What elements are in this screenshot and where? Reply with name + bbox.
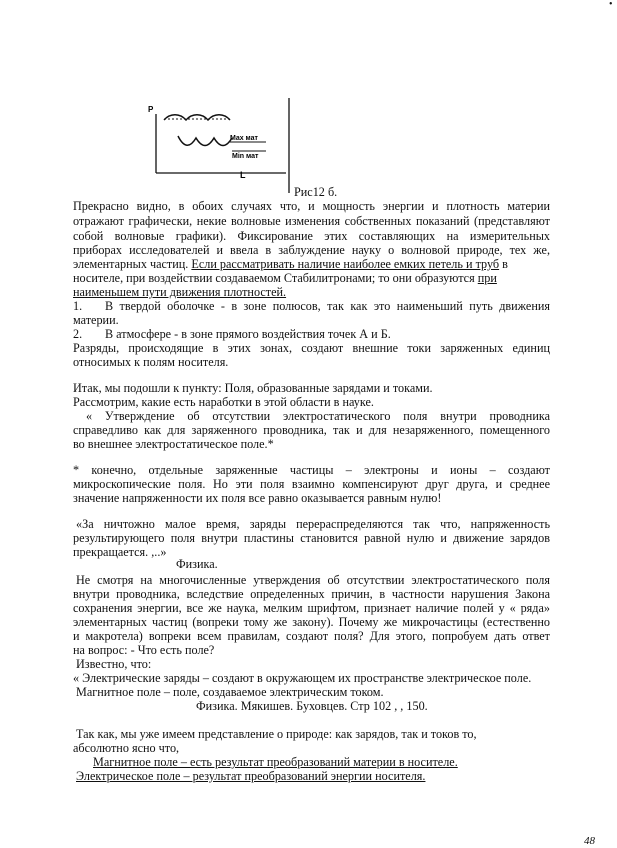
quote-line: прекращается. ,..» xyxy=(73,545,167,559)
quote-line: « Электрические заряды – создают в окружающем их пространстве электрическое поле. xyxy=(73,671,532,685)
list-number: 1. xyxy=(73,299,83,313)
text-line: отражают графически, некие волновые изменения собственных показаний (представляют xyxy=(73,214,550,228)
text-line: на вопрос: - Что есть поле? xyxy=(73,643,215,657)
text-line: собой волновые графики). Фиксирование этих составляющих на измерительных xyxy=(73,229,550,243)
quote-source: Физика. Мякишев. Буховцев. Стр 102 , , 150. xyxy=(196,699,428,713)
text-span: носителе, при воздействии создаваемом Стабилитронами; то они образуются xyxy=(73,271,478,285)
text-line: Итак, мы подошли к пункту: Поля, образованные зарядами и токами. xyxy=(73,381,433,395)
footnote-line: микроскопические поля. Но эти поля взаимно компенсируют друг друга, и среднее xyxy=(73,477,550,491)
text-line xyxy=(73,257,550,271)
quote-line: Магнитное поле – поле, создаваемое электрическим током. xyxy=(76,685,384,699)
wave-figure xyxy=(148,98,298,193)
text-line: сохранения энергии, все же наука, мелким шрифтом, признает наличие полей у « ряда» xyxy=(73,601,550,615)
text-line: и макротела) вопреки всем правилам, создают поля? Для этого, попробуем дать ответ xyxy=(73,629,550,643)
quote-line: во внешнее электростатическое поле.* xyxy=(73,437,274,451)
text-line xyxy=(73,271,550,285)
quote-line: « Утверждение об отсутствии электростатического поля внутри проводника xyxy=(86,409,550,423)
text-line: наименьшем пути движения плотностей. xyxy=(73,285,287,299)
list-number: 2. xyxy=(73,327,83,341)
underlined-span: при xyxy=(477,271,497,285)
underlined-span: Если рассматривать наличие наиболее емких петель и труб xyxy=(191,257,500,271)
page-number: 48 xyxy=(584,835,595,847)
min-label: Min мат xyxy=(232,153,259,160)
text-line: элементарных частиц (вопреки тому же закону). Почему же микрочастицы (естественно xyxy=(73,615,550,629)
text-line: приборах исследователей и ввела в заблуждение науку о волновой природе, тех же, xyxy=(73,243,550,257)
text-line: В твердой оболочке - в зоне полюсов, так как это наименьший путь движения xyxy=(105,299,550,313)
text-line: Так как, мы уже имеем представление о природе: как зарядов, так и токов то, xyxy=(76,727,477,741)
text-span: в xyxy=(499,257,508,271)
x-axis-label: L xyxy=(240,170,246,180)
figure-caption: Рис12 б. xyxy=(294,185,338,199)
text-line: внутри проводника, вследствие определенных причин, в частности нарушения Закона xyxy=(73,587,550,601)
quote-source: Физика. xyxy=(176,557,218,571)
text-line: Не смотря на многочисленные утверждения об отсутствии электростатического поля xyxy=(76,573,550,587)
text-line: Разряды, происходящие в этих зонах, создают внешние токи заряженных единиц xyxy=(73,341,550,355)
footnote-line: значение напряженности их поля все равно оказывается равным нулю! xyxy=(73,491,442,505)
text-span: элементарных частиц. xyxy=(73,257,192,271)
quote-line: «За ничтожно малое время, заряды перераспределяются так что, напряженность xyxy=(76,517,550,531)
text-line: абсолютно ясно что, xyxy=(73,741,180,755)
text-line: относимых к полям носителя. xyxy=(73,355,229,369)
figure-y-label: P xyxy=(148,105,154,114)
text-line: Рассмотрим, какие есть наработки в этой области в науке. xyxy=(73,395,374,409)
text-line: Известно, что: xyxy=(76,657,152,671)
max-label: Max мат xyxy=(230,135,258,142)
text-line: Прекрасно видно, в обоих случаях что, и мощность энергии и плотность материи xyxy=(73,199,550,213)
corner-mark: • xyxy=(609,0,613,10)
quote-line: результирующего поля внутри пластины становится равной нулю и движение зарядов xyxy=(73,531,550,545)
conclusion-line: Магнитное поле – есть результат преобразований материи в носителе. xyxy=(93,755,458,769)
text-line: материи. xyxy=(73,313,119,327)
quote-line: справедливо как для заряженного проводника, так и для незаряженного, помещенного xyxy=(73,423,550,437)
text-line: В атмосфере - в зоне прямого воздействия точек А и Б. xyxy=(105,327,391,341)
lower-wave-curve xyxy=(178,136,232,146)
footnote-line: * конечно, отдельные заряженные частицы – электроны и ионы – создают xyxy=(73,463,550,477)
conclusion-line: Электрическое поле – результат преобразований энергии носителя. xyxy=(76,769,426,783)
